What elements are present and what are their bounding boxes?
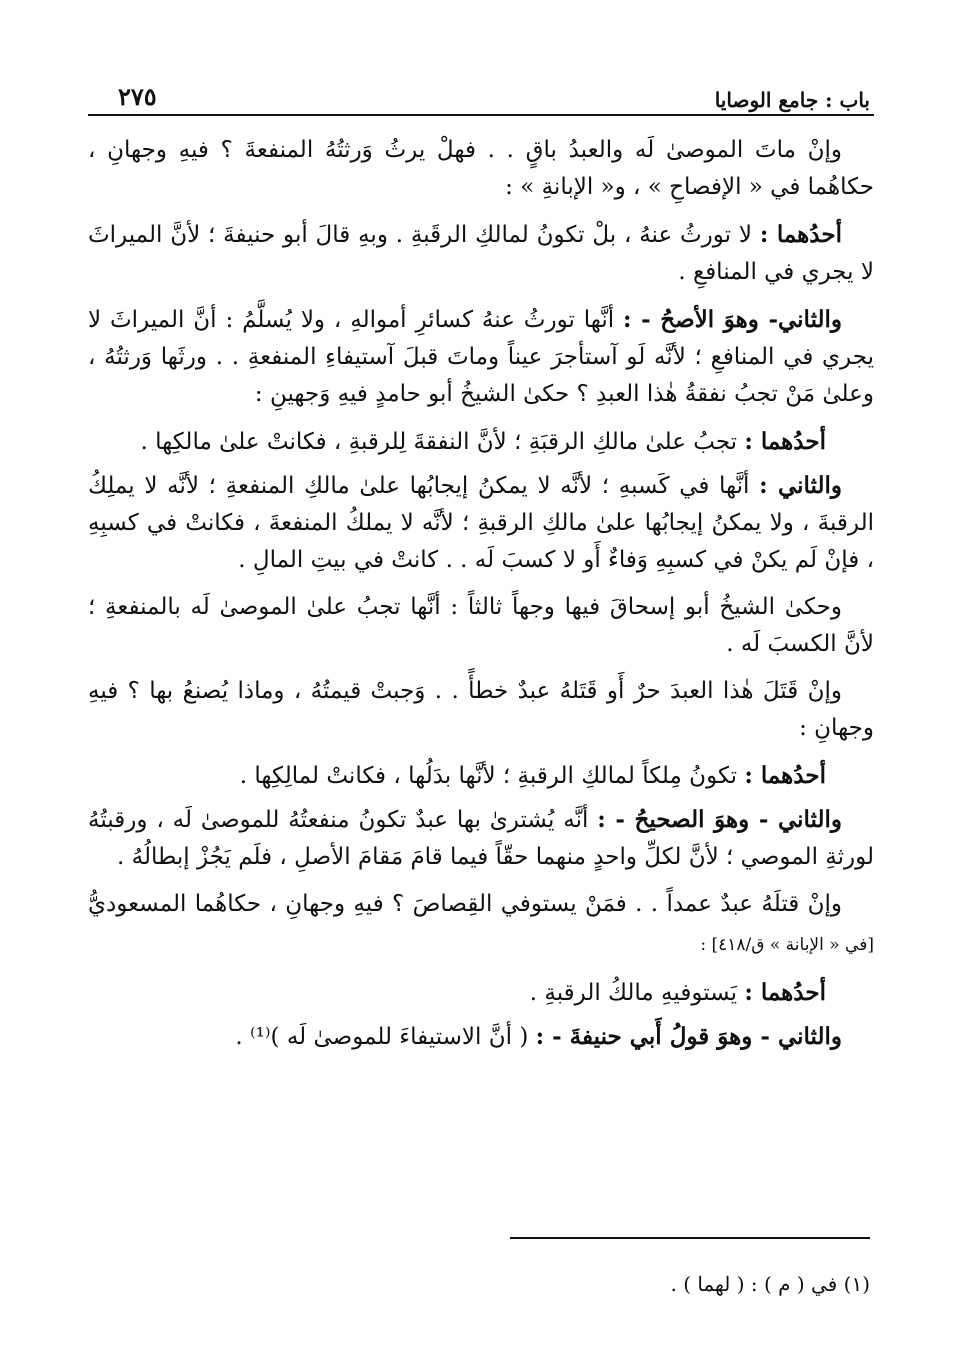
- paragraph-text: وإنْ ماتَ الموصىٰ لَه والعبدُ باقٍ . . فهلْ يرثُ وَرثتُهُ المنفعةَ ؟ فيهِ وجهانِ ، حكاهُما في « الإفصاحِ » ، و« الإبانةِ » :: [88, 137, 874, 200]
- paragraph: [88, 886, 874, 964]
- source-reference: [في « الإبانة » ق/٤١٨] :: [700, 935, 874, 955]
- paragraph: [88, 301, 874, 413]
- paragraph: [88, 423, 874, 461]
- paragraph-text: لا تورثُ عنهُ ، بلْ تكونُ لمالكِ الرقَبةِ . وبهِ قالَ أبو حنيفةَ ؛ لأنَّ الميراثَ لا يجري في المنافعِ .: [88, 222, 874, 285]
- paragraph-lead: أحدُهما :: [759, 221, 842, 248]
- paragraph-lead: والثاني - وهوَ قولُ أَبي حنيفةَ - :: [535, 1023, 842, 1050]
- paragraph: [88, 467, 874, 579]
- paragraph-text: أنَّها في كَسبهِ ؛ لأنَّه لا يمكنُ إيجابُها علىٰ مالكِ المنفعةِ ؛ لأنَّه لا يملِكُ الرقبةَ ، ولا يمكنُ إيجابُها علىٰ مالكِ الرقبةِ ؛ لأنَّه لا يملكُ المنفعةَ ، فكانتْ في كسبِهِ ، فإنْ لَم يكنْ في كسبِهِ وَفاءٌ أَو لا كسبَ لَه . . كانتْ في بيتِ المالِ .: [88, 473, 874, 573]
- main-text: [88, 132, 874, 1056]
- paragraph: [88, 589, 874, 663]
- footnote-divider: [510, 1237, 870, 1239]
- document-page: [88, 70, 874, 1330]
- paragraph: [88, 132, 874, 206]
- paragraph-text: وإنْ قتلَهُ عبدٌ عمداً . . فمَنْ يستوفي القِصاصَ ؟ فيهِ وجهانِ ، حكاهُما المسعوديُّ: [88, 891, 842, 917]
- paragraph-lead: والثاني - وهوَ الصحيحُ - :: [597, 806, 842, 833]
- paragraph-text: أنَّه يُشترىٰ بها عبدٌ تكونُ منفعتُهُ للموصىٰ لَه ، ورقبتُهُ لورثةِ الموصي ؛ لأنَّ لكلِّ واحدٍ منهما حقّاً فيما قامَ مَقامَ الأصلِ ، فلَم يَجُزْ إبطالُهُ .: [88, 807, 874, 870]
- paragraph-lead: أحدُهما :: [744, 762, 826, 789]
- paragraph-text: يَستوفيهِ مالكُ الرقبةِ .: [529, 980, 745, 1006]
- paragraph-text: تكونُ مِلكاً لمالكِ الرقبةِ ؛ لأنَّها بدَلُها ، فكانتْ لمالِكِها .: [239, 763, 745, 789]
- paragraph: [88, 1018, 874, 1056]
- paragraph-lead: أحدُهما :: [744, 979, 826, 1006]
- paragraph-lead: والثاني- وهوَ الأصحُ - :: [623, 306, 843, 333]
- paragraph: [88, 216, 874, 291]
- chapter-title: باب : جامع الوصايا: [714, 88, 870, 112]
- paragraph: [88, 801, 874, 876]
- paragraph-text: وإنْ قَتَلَ هٰذا العبدَ حرٌ أَو قَتَلهُ عبدٌ خطأً . . وَجبتْ قيمتُهُ ، وماذا يُصنعُ بها ؟ فيهِ وجهانِ :: [88, 678, 874, 741]
- paragraph: [88, 673, 874, 747]
- page-number: ٢٧٥: [118, 82, 157, 111]
- paragraph-text: ( أنَّ الاستيفاءَ للموصىٰ لَه )⁽¹⁾ .: [235, 1024, 536, 1050]
- paragraph-lead: أحدُهما :: [744, 428, 826, 455]
- paragraph-text: أنَّها تورثُ عنهُ كسائرِ أموالهِ ، ولا يُسلَّمُ : أنَّ الميراثَ لا يجري في المنافعِ ؛ لأنَّه لَو آستأجرَ عيناً وماتَ قبلَ آستيفاءِ المنفعةِ . . ورثَها وَرثتُهُ ، وعلىٰ مَنْ تجبُ نفقةُ هٰذا العبدِ ؟ حكىٰ الشيخُ أبو حامدٍ فيهِ وَجهينِ :: [88, 307, 874, 407]
- paragraph: [88, 974, 874, 1012]
- paragraph-lead: والثاني :: [759, 472, 842, 499]
- footnote: (١) في ( م ) : ( لهما ) .: [670, 1272, 870, 1296]
- page-header: [88, 70, 874, 116]
- paragraph: [88, 757, 874, 795]
- paragraph-text: وحكىٰ الشيخُ أبو إسحاقَ فيها وجهاً ثالثاً : أنَّها تجبُ علىٰ الموصىٰ لَه بالمنفعةِ ؛ لأنَّ الكسبَ لَه .: [88, 594, 874, 657]
- paragraph-text: تجبُ علىٰ مالكِ الرقبَةِ ؛ لأنَّ النفقةَ لِلرقبةِ ، فكانتْ علىٰ مالكِها .: [140, 429, 745, 455]
